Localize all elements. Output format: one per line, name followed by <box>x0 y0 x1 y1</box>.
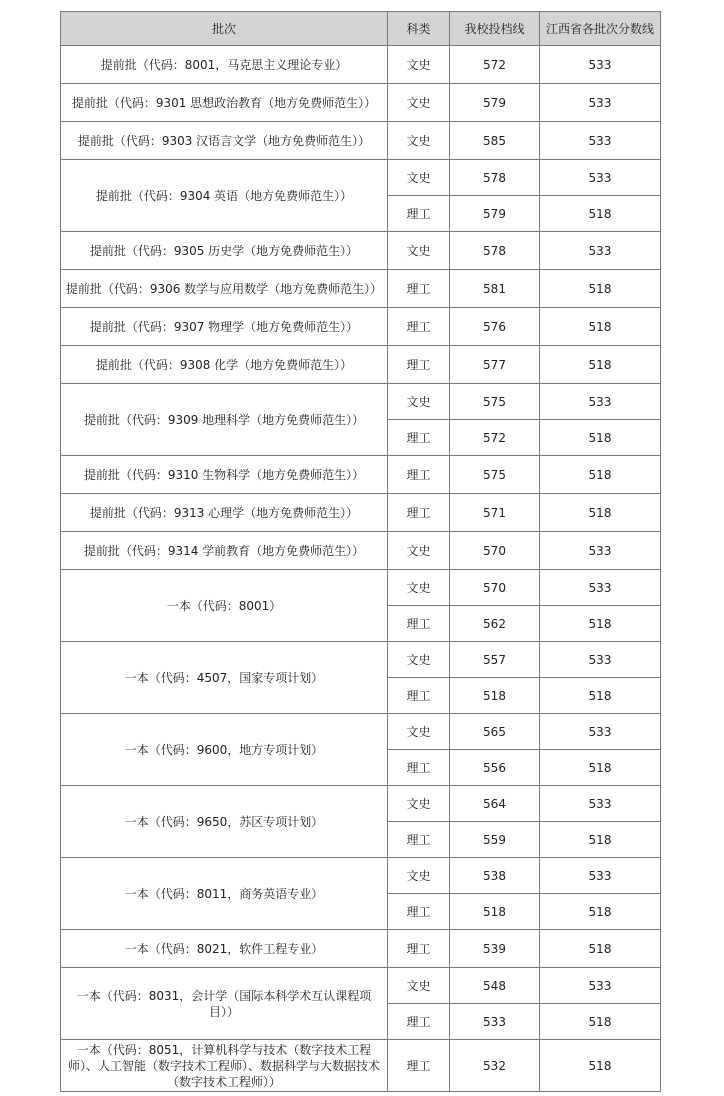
school-line-cell: 564 <box>450 786 540 822</box>
school-line-cell: 575 <box>450 456 540 494</box>
table-row <box>61 714 661 750</box>
province-line-cell: 518 <box>540 494 661 532</box>
school-line-cell: 559 <box>450 822 540 858</box>
school-line-cell: 556 <box>450 750 540 786</box>
subject-cell: 理工 <box>388 308 450 346</box>
subject-cell: 理工 <box>388 750 450 786</box>
table-row <box>61 160 661 196</box>
table-row <box>61 858 661 894</box>
subject-cell: 理工 <box>388 930 450 968</box>
header-row <box>61 12 661 46</box>
batch-cell: 提前批（代码：9308 化学（地方免费师范生）） <box>61 346 388 384</box>
header-province-line: 江西省各批次分数线 <box>540 12 661 46</box>
subject-cell: 理工 <box>388 894 450 930</box>
province-line-cell: 533 <box>540 384 661 420</box>
school-line-cell: 578 <box>450 160 540 196</box>
school-line-cell: 538 <box>450 858 540 894</box>
subject-cell: 文史 <box>388 968 450 1004</box>
province-line-cell: 533 <box>540 642 661 678</box>
province-line-cell: 518 <box>540 420 661 456</box>
table-row <box>61 308 661 346</box>
table-row <box>61 494 661 532</box>
subject-cell: 文史 <box>388 714 450 750</box>
school-line-cell: 562 <box>450 606 540 642</box>
table-row <box>61 930 661 968</box>
school-line-cell: 532 <box>450 1040 540 1092</box>
subject-cell: 理工 <box>388 270 450 308</box>
province-line-cell: 533 <box>540 160 661 196</box>
table-row <box>61 570 661 606</box>
table-body <box>61 46 661 1092</box>
province-line-cell: 533 <box>540 786 661 822</box>
subject-cell: 理工 <box>388 346 450 384</box>
school-line-cell: 518 <box>450 894 540 930</box>
school-line-cell: 571 <box>450 494 540 532</box>
batch-cell: 提前批（代码：9306 数学与应用数学（地方免费师范生）） <box>61 270 388 308</box>
school-line-cell: 576 <box>450 308 540 346</box>
subject-cell: 文史 <box>388 384 450 420</box>
school-line-cell: 572 <box>450 46 540 84</box>
province-line-cell: 518 <box>540 346 661 384</box>
province-line-cell: 518 <box>540 308 661 346</box>
school-line-cell: 570 <box>450 532 540 570</box>
subject-cell: 文史 <box>388 160 450 196</box>
header-school-line: 我校投档线 <box>450 12 540 46</box>
table-row <box>61 532 661 570</box>
subject-cell: 理工 <box>388 1004 450 1040</box>
table-row <box>61 84 661 122</box>
batch-cell: 一本（代码：8031，会计学（国际本科学术互认课程项目）） <box>61 968 388 1040</box>
province-line-cell: 518 <box>540 270 661 308</box>
batch-cell: 提前批（代码：9309 地理科学（地方免费师范生）） <box>61 384 388 456</box>
province-line-cell: 518 <box>540 196 661 232</box>
subject-cell: 文史 <box>388 232 450 270</box>
batch-cell: 提前批（代码：8001，马克思主义理论专业） <box>61 46 388 84</box>
batch-cell: 一本（代码：9650，苏区专项计划） <box>61 786 388 858</box>
school-line-cell: 585 <box>450 122 540 160</box>
subject-cell: 文史 <box>388 532 450 570</box>
batch-cell: 一本（代码：8021，软件工程专业） <box>61 930 388 968</box>
subject-cell: 理工 <box>388 420 450 456</box>
province-line-cell: 518 <box>540 894 661 930</box>
school-line-cell: 539 <box>450 930 540 968</box>
table-row <box>61 456 661 494</box>
batch-cell: 一本（代码：9600，地方专项计划） <box>61 714 388 786</box>
school-line-cell: 570 <box>450 570 540 606</box>
table-row <box>61 968 661 1004</box>
subject-cell: 文史 <box>388 786 450 822</box>
batch-cell: 一本（代码：8011，商务英语专业） <box>61 858 388 930</box>
school-line-cell: 557 <box>450 642 540 678</box>
subject-cell: 文史 <box>388 642 450 678</box>
school-line-cell: 572 <box>450 420 540 456</box>
batch-cell: 一本（代码：8051，计算机科学与技术（数字技术工程师）、人工智能（数字技术工程师）、数据科学与大数据技术（数字技术工程师）） <box>61 1040 388 1092</box>
batch-cell: 提前批（代码：9303 汉语言文学（地方免费师范生）） <box>61 122 388 160</box>
subject-cell: 理工 <box>388 606 450 642</box>
table-row <box>61 384 661 420</box>
batch-cell: 提前批（代码：9310 生物科学（地方免费师范生）） <box>61 456 388 494</box>
subject-cell: 理工 <box>388 196 450 232</box>
subject-cell: 理工 <box>388 456 450 494</box>
header-batch: 批次 <box>61 12 388 46</box>
school-line-cell: 579 <box>450 84 540 122</box>
province-line-cell: 518 <box>540 456 661 494</box>
province-line-cell: 533 <box>540 46 661 84</box>
province-line-cell: 518 <box>540 930 661 968</box>
province-line-cell: 518 <box>540 1004 661 1040</box>
province-line-cell: 533 <box>540 122 661 160</box>
batch-cell: 提前批（代码：9301 思想政治教育（地方免费师范生）） <box>61 84 388 122</box>
province-line-cell: 533 <box>540 532 661 570</box>
province-line-cell: 533 <box>540 714 661 750</box>
province-line-cell: 533 <box>540 232 661 270</box>
batch-cell: 提前批（代码：9313 心理学（地方免费师范生）） <box>61 494 388 532</box>
table-row <box>61 46 661 84</box>
subject-cell: 理工 <box>388 1040 450 1092</box>
school-line-cell: 581 <box>450 270 540 308</box>
province-line-cell: 518 <box>540 822 661 858</box>
province-line-cell: 518 <box>540 1040 661 1092</box>
school-line-cell: 548 <box>450 968 540 1004</box>
header-subject: 科类 <box>388 12 450 46</box>
table-row <box>61 786 661 822</box>
school-line-cell: 578 <box>450 232 540 270</box>
table-row <box>61 642 661 678</box>
subject-cell: 理工 <box>388 678 450 714</box>
table-row <box>61 232 661 270</box>
batch-cell: 提前批（代码：9314 学前教育（地方免费师范生）） <box>61 532 388 570</box>
province-line-cell: 533 <box>540 570 661 606</box>
province-line-cell: 533 <box>540 84 661 122</box>
table-row <box>61 122 661 160</box>
subject-cell: 文史 <box>388 570 450 606</box>
province-line-cell: 533 <box>540 968 661 1004</box>
school-line-cell: 575 <box>450 384 540 420</box>
school-line-cell: 565 <box>450 714 540 750</box>
table-row <box>61 346 661 384</box>
school-line-cell: 518 <box>450 678 540 714</box>
subject-cell: 文史 <box>388 46 450 84</box>
batch-cell: 一本（代码：8001） <box>61 570 388 642</box>
admission-score-table <box>60 11 661 1092</box>
subject-cell: 文史 <box>388 84 450 122</box>
school-line-cell: 577 <box>450 346 540 384</box>
school-line-cell: 533 <box>450 1004 540 1040</box>
subject-cell: 文史 <box>388 122 450 160</box>
school-line-cell: 579 <box>450 196 540 232</box>
province-line-cell: 533 <box>540 858 661 894</box>
table-row <box>61 270 661 308</box>
province-line-cell: 518 <box>540 750 661 786</box>
subject-cell: 文史 <box>388 858 450 894</box>
subject-cell: 理工 <box>388 494 450 532</box>
subject-cell: 理工 <box>388 822 450 858</box>
province-line-cell: 518 <box>540 678 661 714</box>
batch-cell: 提前批（代码：9305 历史学（地方免费师范生）） <box>61 232 388 270</box>
table-row <box>61 1040 661 1092</box>
batch-cell: 提前批（代码：9304 英语（地方免费师范生）） <box>61 160 388 232</box>
batch-cell: 提前批（代码：9307 物理学（地方免费师范生）） <box>61 308 388 346</box>
province-line-cell: 518 <box>540 606 661 642</box>
batch-cell: 一本（代码：4507，国家专项计划） <box>61 642 388 714</box>
